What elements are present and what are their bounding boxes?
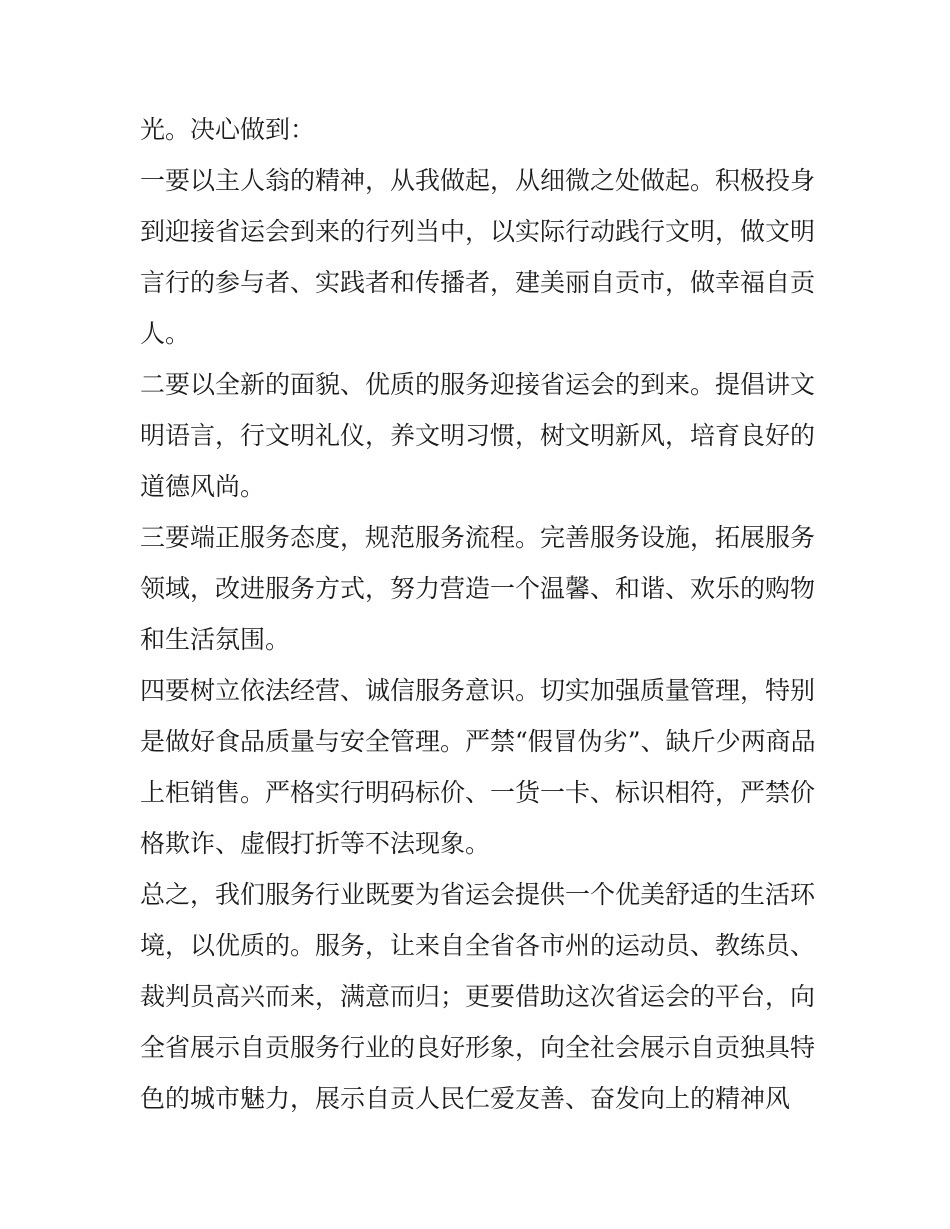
text-line: 三要端正服务态度，规范服务流程。完善服务设施，拓展服务 <box>140 523 816 552</box>
text-line: 上柜销售。严格实行明码标价、一货一卡、标识相符，严禁价 <box>140 778 816 807</box>
text-line: 言行的参与者、实践者和传播者，建美丽自贡市，做幸福自贡 <box>140 268 816 297</box>
text-line: 是做好食品质量与安全管理。严禁“假冒伪劣”、缺斤少两商品 <box>140 727 816 756</box>
text-line: 四要树立依法经营、诚信服务意识。切实加强质量管理，特别 <box>140 676 816 705</box>
text-line: 光。决心做到： <box>140 115 316 144</box>
text-line: 道德风尚。 <box>140 472 266 501</box>
text-line: 格欺诈、虚假打折等不法现象。 <box>140 829 491 858</box>
document-body <box>140 104 820 1124</box>
text-line: 色的城市魅力，展示自贡人民仁爱友善、奋发向上的精神风 <box>140 1084 791 1113</box>
text-line: 明语言，行文明礼仪，养文明习惯，树文明新风，培育良好的 <box>140 421 816 450</box>
text-line: 裁判员高兴而来，满意而归；更要借助这次省运会的平台，向 <box>140 982 816 1011</box>
text-line: 到迎接省运会到来的行列当中，以实际行动践行文明，做文明 <box>140 217 816 246</box>
text-line: 人。 <box>140 319 191 348</box>
text-line: 全省展示自贡服务行业的良好形象，向全社会展示自贡独具特 <box>140 1033 816 1062</box>
text-line: 二要以全新的面貌、优质的服务迎接省运会的到来。提倡讲文 <box>140 370 816 399</box>
text-line: 领域，改进服务方式，努力营造一个温馨、和谐、欢乐的购物 <box>140 574 816 603</box>
text-line: 境，以优质的。服务，让来自全省各市州的运动员、教练员、 <box>140 931 816 960</box>
text-line: 和生活氛围。 <box>140 625 291 654</box>
text-line: 总之，我们服务行业既要为省运会提供一个优美舒适的生活环 <box>140 880 816 909</box>
text-line: 一要以主人翁的精神，从我做起，从细微之处做起。积极投身 <box>140 166 816 195</box>
